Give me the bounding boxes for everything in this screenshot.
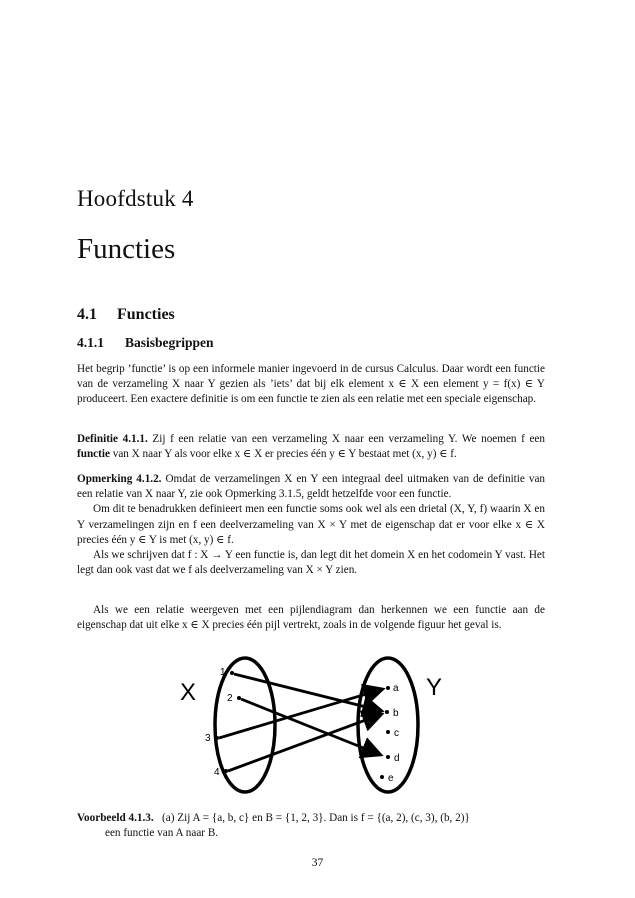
example-block (77, 811, 545, 841)
set-y-label: Y (426, 674, 443, 701)
y-element-b: b (393, 708, 399, 719)
page-number: 37 (311, 857, 324, 869)
x-point-4 (224, 769, 228, 773)
example-label: Voorbeeld 4.1.3. (77, 812, 154, 824)
example-text-2: een functie van A naar B. (105, 827, 219, 840)
chapter-label: Hoofdstuk 4 (77, 186, 194, 211)
section-heading (77, 306, 175, 324)
definition-text-a: Zij f een relatie van een verzameling X naar een verzameling Y. We noemen f een (147, 433, 545, 445)
y-point-e (380, 775, 384, 779)
diagram-paragraph (77, 603, 545, 633)
x-element-2: 2 (227, 693, 233, 704)
y-element-c: c (394, 728, 399, 739)
diagram-intro-text: Als we een relatie weergeven met een pijlendiagram dan herkennen we een functie aan de eigenschap dat uit elke x ∈ X precies één pijl vertrekt, zoals in de volgende figuur het geval is. (77, 604, 545, 632)
y-point-c (386, 730, 390, 734)
x-point-3 (215, 736, 219, 740)
y-element-e: e (388, 773, 394, 784)
x-element-1: 1 (220, 667, 226, 678)
y-element-d: d (394, 753, 400, 764)
remark-paragraph-3: Als we schrijven dat f : X → Y een functie is, dan legt dit het domein X en het codomein Y vast. Het legt dan ook vast dat we f als deelverzameling van X × Y zien. (77, 549, 545, 577)
set-y-ellipse (358, 658, 418, 792)
remark-block (77, 472, 545, 578)
definition-block (77, 432, 545, 462)
subsection-number: 4.1.1 (77, 335, 104, 350)
x-point-1 (230, 671, 234, 675)
definition-label: Definitie 4.1.1. (77, 433, 148, 445)
remark-paragraph-2: Om dit te benadrukken definieert men een functie soms ook wel als een drietal (X, Y, f) waarin X en Y verzamelingen zijn en f een deelverzameling van X × Y met de eigenschap dat er voor elke x ∈ X precies één y ∈ Y is met (x, y) ∈ f. (77, 503, 545, 546)
remark-text: Omdat de verzamelingen X en Y een integraal deel uitmaken van de definitie van een relatie van X naar Y, zie ook Opmerking 3.1.5, geldt hetzelfde voor een functie. (77, 473, 545, 501)
subsection-title: Basisbegrippen (125, 335, 214, 350)
x-point-2 (237, 696, 241, 700)
y-point-d (386, 755, 390, 759)
y-element-a: a (393, 683, 399, 694)
definition-term: functie (77, 448, 110, 461)
y-point-a (386, 686, 390, 690)
y-point-b (385, 710, 389, 714)
section-title: Functies (117, 306, 175, 323)
set-x-label: X (180, 679, 197, 706)
arrow-diagram (170, 655, 470, 795)
example-text: (a) Zij A = {a, b, c} en B = {1, 2, 3}. Dan is f = {(a, 2), (c, 3), (b, 2)} (162, 812, 470, 824)
section-number: 4.1 (77, 306, 97, 323)
intro-text: Het begrip ’functie’ is op een informele manier ingevoerd in de cursus Calculus. Daar wordt een functie van de verzameling X naar Y gezien als ’iets’ dat bij elk element x ∈ X een element y = f(x) ∈ Y produceert. Een exactere definitie is om een functie te zien als een relatie met een speciale eigenschap. (77, 363, 545, 406)
definition-text-b: van X naar Y als voor elke x ∈ X er precies één y ∈ Y bestaat met (x, y) ∈ f. (109, 448, 457, 461)
remark-label: Opmerking 4.1.2. (77, 473, 162, 485)
x-element-4: 4 (214, 767, 220, 778)
subsection-heading (77, 335, 214, 351)
intro-paragraph (77, 362, 545, 408)
x-element-3: 3 (205, 733, 211, 744)
chapter-title: Functies (77, 233, 176, 265)
